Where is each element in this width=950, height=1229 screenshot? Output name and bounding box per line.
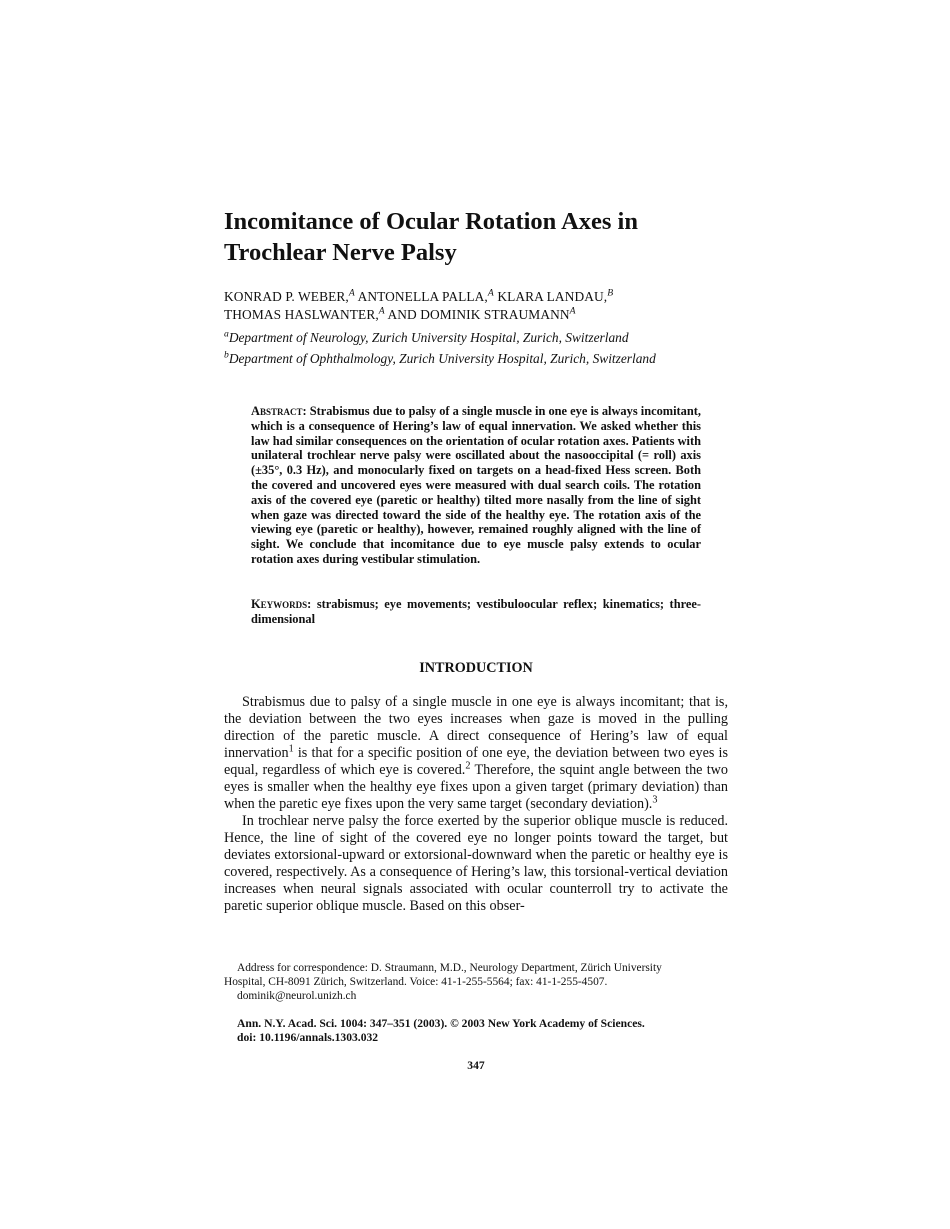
section-heading-introduction: INTRODUCTION [419, 660, 533, 676]
footnote-line: Hospital, CH-8091 Zürich, Switzerland. Voice: 41-1-255-5564; fax: 41-1-255-4507. [224, 976, 608, 988]
author-list [224, 288, 728, 324]
keywords [251, 597, 701, 627]
affiliation-mark: B [607, 287, 614, 299]
doi-line: doi: 10.1196/annals.1303.032 [237, 1031, 379, 1044]
reference-mark: 3 [652, 794, 658, 806]
affiliation-mark: A [569, 305, 576, 317]
affiliation-text: Department of Neurology, Zurich University Hospital, Zurich, Switzerland [228, 330, 629, 345]
affiliation-mark: A [348, 287, 355, 299]
affiliation-mark: b [224, 349, 229, 361]
reference-mark: 1 [288, 743, 294, 755]
page-number: 347 [467, 1059, 485, 1072]
footnote-line: Address for correspondence: D. Straumann, M.D., Neurology Department, Zürich University [237, 962, 662, 974]
paragraph-text: is that for a specific position of one eye, the deviation between two eyes is equal, regardless of which eye is covered. [224, 745, 728, 778]
paragraph-text: Therefore, the squint angle between the two eyes is smaller when the healthy eye fixes upon a given target (primary deviation) than when the paretic eye fixes upon the very same target (secondary deviation). [224, 762, 728, 812]
keywords-text: strabismus; eye movements; vestibuloocular reflex; kinematics; three-dimensional [251, 597, 701, 626]
correspondence-footnote [224, 961, 728, 1003]
paragraph: In trochlear nerve palsy the force exerted by the superior oblique muscle is reduced. Hence, the line of sight of the covered eye no longer points toward the target, but deviates extorsional-upward or extorsional-downward when the paretic or healthy eye is covered, respectively. As a consequence of Hering’s law, this torsional-vertical deviation increases when neural signals associated with ocular counterroll try to activate the paretic superior oblique muscle. Based on this obser- [224, 813, 728, 914]
paragraph [224, 694, 728, 813]
citation-block [237, 1017, 728, 1045]
abstract-text: Strabismus due to palsy of a single muscle in one eye is always incomitant, which is a consequence of Hering’s law of equal innervation. We asked whether this law had similar consequences on the orientation of ocular rotation axes. Patients with unilateral trochlear nerve palsy were oscillated about the nasooccipital (= roll) axis (±35°, 0.3 Hz), and monocularly fixed on targets on a head-fixed Hess screen. Both the covered and uncovered eyes were measured with dual search coils. The rotation axis of the covered eye (paretic or healthy) tilted more nasally from the line of sight when gaze was directed toward the side of the healthy eye. The rotation axis of the viewing eye (paretic or healthy), however, remained roughly aligned with the line of sight. We conclude that incomitance due to eye muscle palsy extends to ocular rotation axes during vestibular stimulation. [251, 404, 701, 566]
affiliation-mark: a [224, 328, 229, 340]
article-title [224, 206, 728, 268]
author-name: KONRAD P. WEBER, [224, 289, 349, 304]
abstract-label: Abstract: [251, 404, 307, 418]
citation-line: Ann. N.Y. Acad. Sci. 1004: 347–351 (2003). © 2003 New York Academy of Sciences. [237, 1017, 645, 1030]
title-line-2: Trochlear Nerve Palsy [224, 239, 457, 266]
body-text [224, 694, 728, 915]
author-name: THOMAS HASLWANTER, [224, 307, 379, 322]
affiliation-mark: A [378, 305, 385, 317]
abstract [251, 404, 701, 567]
author-name: AND DOMINIK STRAUMANN [387, 307, 570, 322]
paragraph-text: Strabismus due to palsy of a single muscle in one eye is always incomitant; that is, the deviation between the two eyes increases when gaze is moved in the pulling direction of the paretic muscle. A direct consequence of Hering’s law of equal innervation [224, 694, 728, 761]
affiliation-a [224, 329, 728, 347]
affiliation-mark: A [487, 287, 494, 299]
author-name: ANTONELLA PALLA, [357, 289, 488, 304]
title-line-1: Incomitance of Ocular Rotation Axes in [224, 208, 638, 235]
affiliation-b [224, 350, 728, 368]
affiliation-text: Department of Ophthalmology, Zurich University Hospital, Zurich, Switzerland [228, 351, 656, 366]
footnote-email: dominik@neurol.unizh.ch [237, 990, 357, 1002]
author-name: KLARA LANDAU, [497, 289, 608, 304]
keywords-label: Keywords: [251, 597, 312, 611]
reference-mark: 2 [465, 760, 471, 772]
